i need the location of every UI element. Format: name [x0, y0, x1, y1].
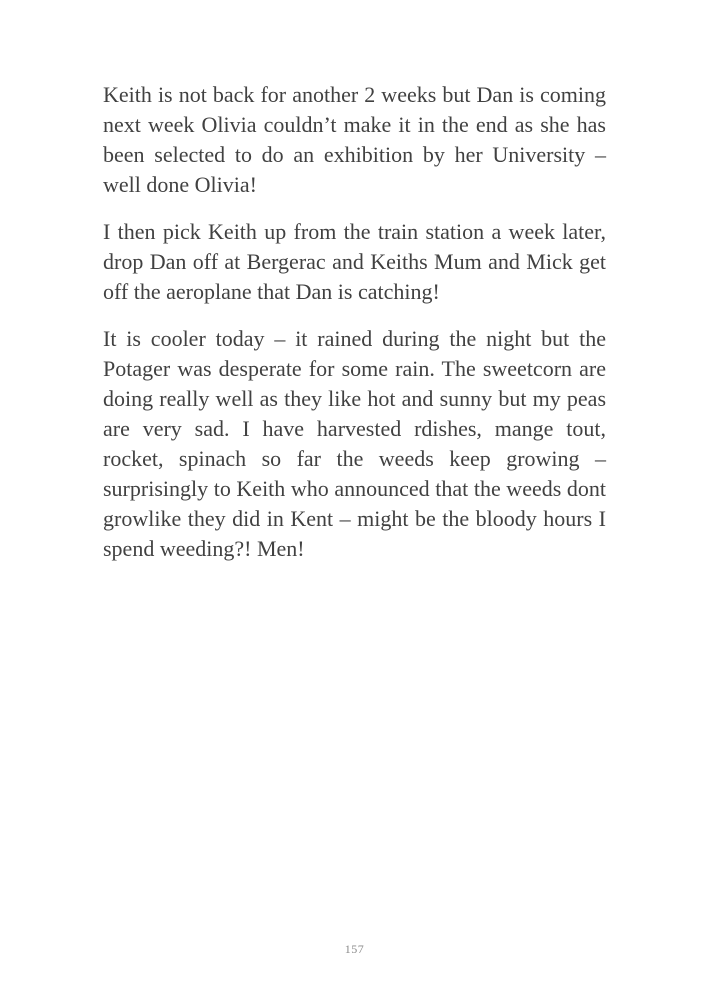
paragraph-3: It is cooler today – it rained during the night but the Potager was desperate for some rain. The sweetcorn are doing really well as they like hot and sunny but my peas are very sad. I have harvested rdishes, mange tout, rocket, spinach so far the weeds keep growing – surprisingly to Keith who announced that the weeds dont growlike they did in Kent – might be the bloody hours I spend weeding?! Men!	[103, 326, 606, 561]
paragraph-1: Keith is not back for another 2 weeks but Dan is coming next week Olivia couldn’t make it in the end as she has been selected to do an exhibition by her University – well done Olivia!	[103, 82, 606, 197]
page-number: 157	[344, 942, 365, 956]
page-text-block	[103, 80, 606, 564]
paragraph-2: I then pick Keith up from the train station a week later, drop Dan off at Bergerac and Keiths Mum and Mick get off the aeroplane that Dan is catching!	[103, 219, 606, 304]
